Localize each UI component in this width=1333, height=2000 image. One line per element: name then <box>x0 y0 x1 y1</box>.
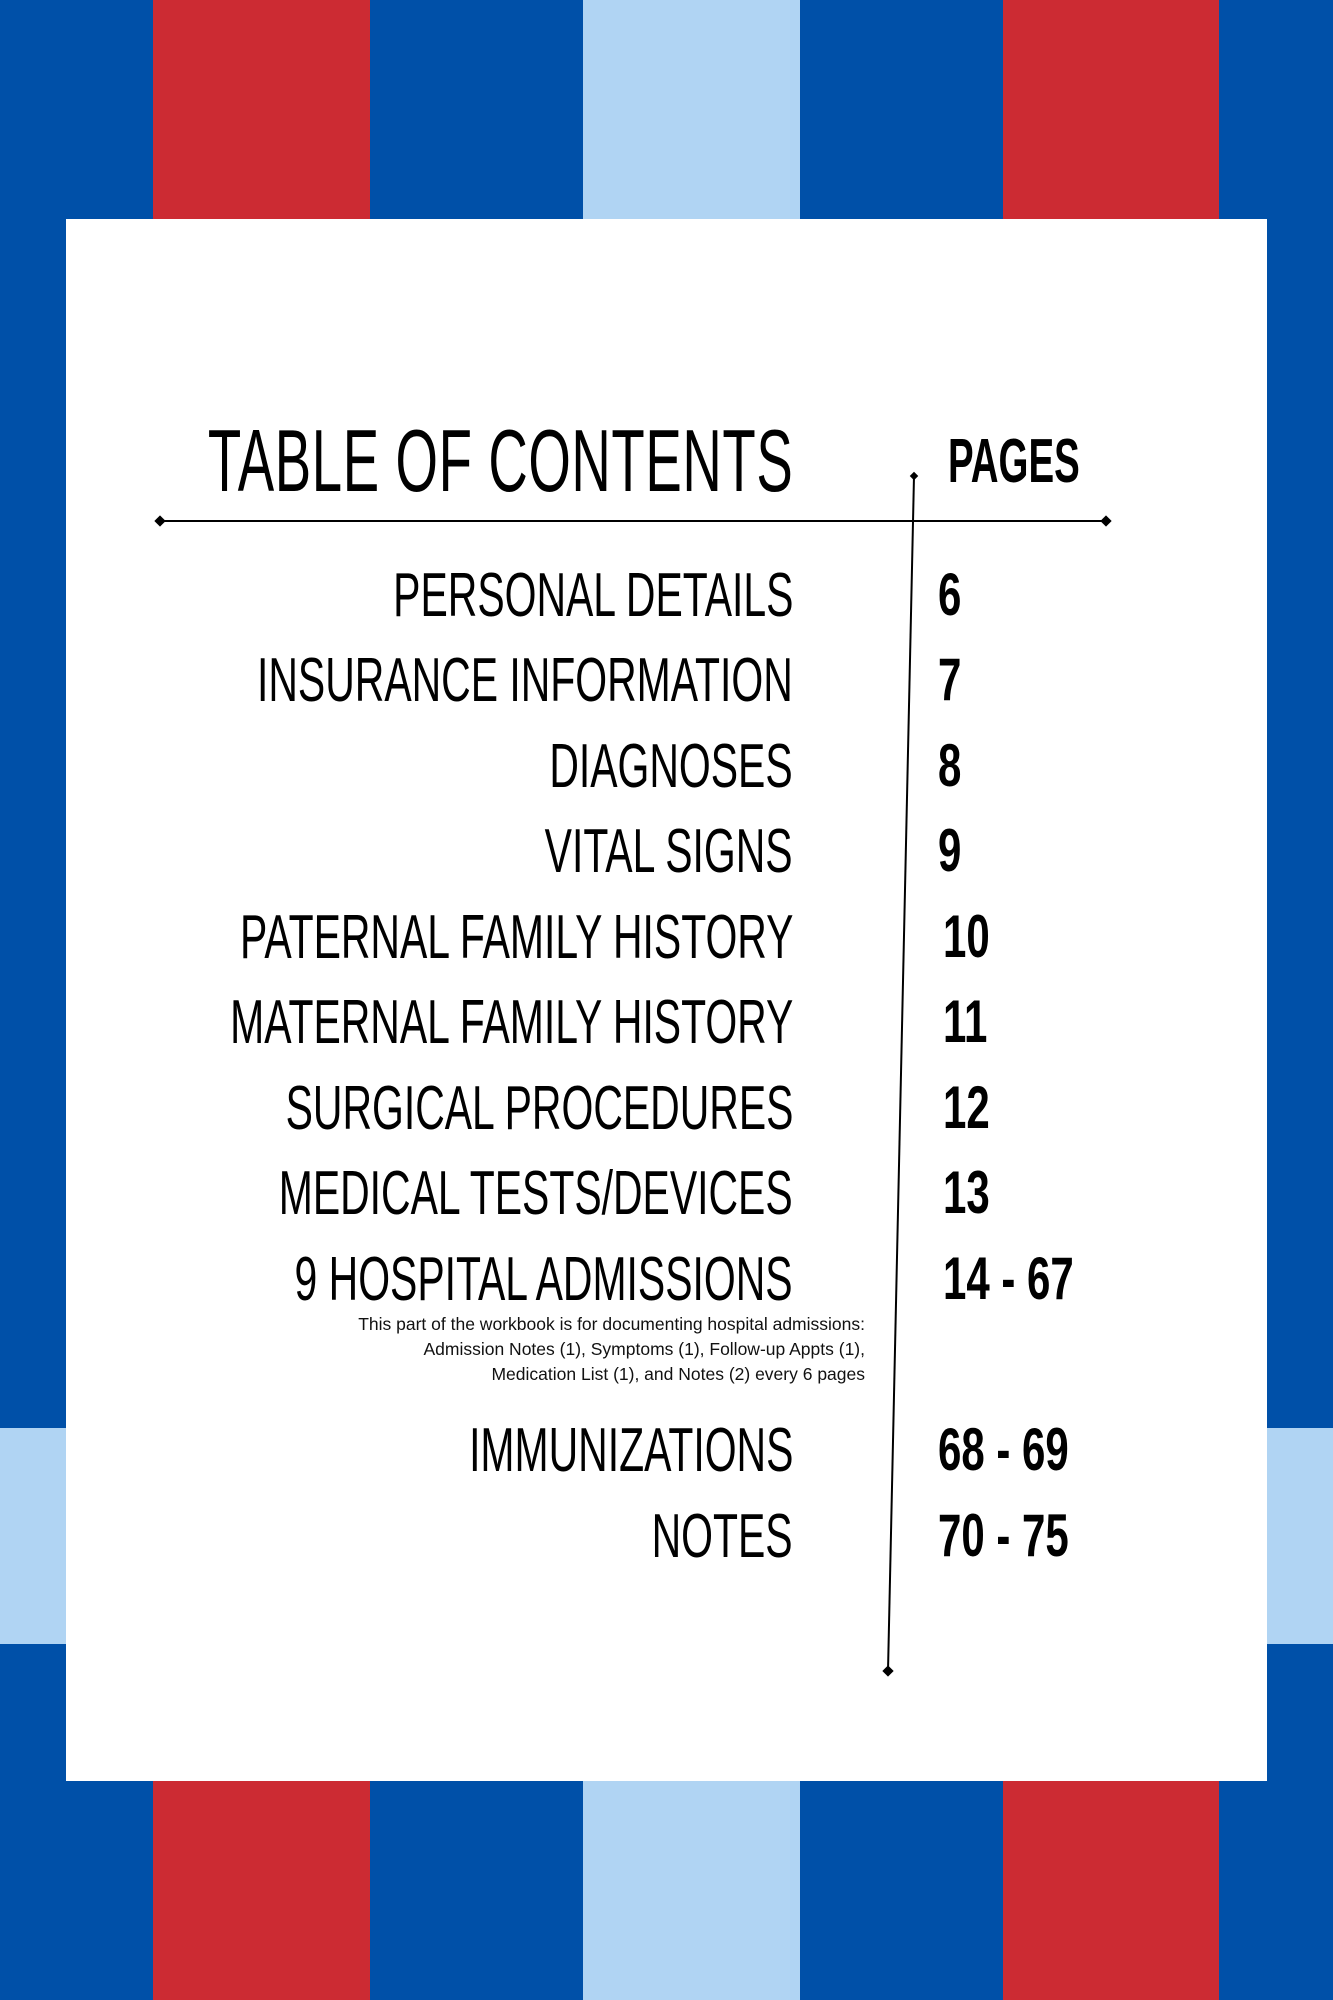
toc-entry-pages: 68 - 69 <box>938 1416 1069 1483</box>
toc-entry-pages: 6 <box>938 561 962 628</box>
toc-entry-pages: 8 <box>938 732 962 799</box>
toc-entry <box>66 1416 1267 1490</box>
pages-heading: PAGES <box>948 427 1080 496</box>
toc-panel <box>66 219 1267 1781</box>
toc-entry-label: NOTES <box>652 1502 793 1571</box>
toc-entry-pages: 7 <box>938 646 962 713</box>
rule-left-end-marker <box>154 515 165 526</box>
toc-entry-label: SURGICAL PROCEDURES <box>285 1074 793 1143</box>
toc-entry-pages: 13 <box>943 1159 990 1226</box>
toc-entry-pages: 11 <box>943 988 988 1055</box>
admissions-note <box>165 1312 865 1387</box>
toc-entry <box>66 988 1267 1062</box>
toc-entry <box>66 1159 1267 1233</box>
toc-entry-label: PATERNAL FAMILY HISTORY <box>239 903 793 972</box>
toc-entry-label: MATERNAL FAMILY HISTORY <box>229 988 793 1057</box>
toc-entry-pages: 14 - 67 <box>943 1245 1074 1312</box>
toc-entry <box>66 903 1267 977</box>
toc-entry-label: MEDICAL TESTS/DEVICES <box>279 1159 793 1228</box>
toc-entry-pages: 9 <box>938 817 962 884</box>
toc-entry <box>66 817 1267 891</box>
toc-entry <box>66 1074 1267 1148</box>
toc-entry-label: INSURANCE INFORMATION <box>257 646 793 715</box>
toc-entry-pages: 10 <box>943 903 990 970</box>
toc-entry-label: VITAL SIGNS <box>545 817 793 886</box>
toc-entry <box>66 732 1267 806</box>
toc-entry-pages: 12 <box>943 1074 990 1141</box>
vertical-bottom-marker <box>882 1665 893 1676</box>
admissions-note-line: Admission Notes (1), Symptoms (1), Follow-up Appts (1), <box>423 1339 865 1359</box>
toc-entry-pages: 70 - 75 <box>938 1502 1069 1569</box>
vertical-top-marker <box>910 472 918 480</box>
toc-entry-label: PERSONAL DETAILS <box>392 561 793 630</box>
toc-entry <box>66 1502 1267 1576</box>
toc-title: TABLE OF CONTENTS <box>207 411 793 510</box>
admissions-note-line: Medication List (1), and Notes (2) every 6 pages <box>491 1364 865 1384</box>
rule-right-end-marker <box>1100 515 1111 526</box>
toc-entry <box>66 1245 1267 1319</box>
toc-entry-label: IMMUNIZATIONS <box>468 1416 793 1485</box>
admissions-note-line: This part of the workbook is for documenting hospital admissions: <box>358 1314 865 1334</box>
toc-entry <box>66 646 1267 720</box>
toc-entry <box>66 561 1267 635</box>
toc-entry-label: DIAGNOSES <box>549 732 793 801</box>
toc-entry-label: 9 HOSPITAL ADMISSIONS <box>294 1245 793 1314</box>
